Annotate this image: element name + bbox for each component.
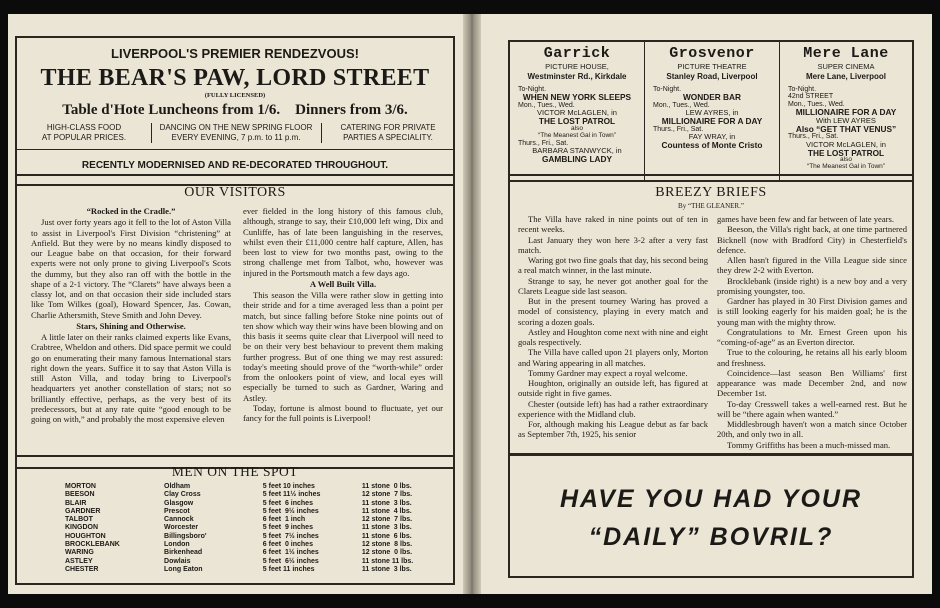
brief-paragraph: Brocklebank (inside right) is a new boy and a very promising youngster, too. [717, 275, 907, 296]
player-birthplace: Glasgow [164, 499, 194, 507]
advert-divider [151, 123, 152, 143]
player-row [63, 533, 453, 541]
player-row [63, 500, 453, 508]
player-weight: 11 stone 11 lbs. [361, 557, 414, 565]
advert-licensed: (FULLY LICENSED) [204, 92, 266, 99]
cinema-line: To-Night. [653, 86, 682, 94]
advert-footer: RECENTLY MODERNISED AND RE-DECORATED THROUGHOUT. [81, 160, 389, 171]
left-page [8, 14, 463, 594]
brief-paragraph: Middlesbrough haven't won a match since October 20th, and only two in all. [717, 419, 907, 440]
advert-title: THE BEAR'S PAW, LORD STREET [40, 65, 430, 91]
cinema-line: To-Night. [788, 86, 817, 94]
cinema-line: FAY WRAY, in [688, 132, 736, 142]
player-name: HOUGHTON [65, 532, 106, 540]
brief-paragraph: Coincidence—last season Ben Williams' first appearance was made December 2nd, and now December 1st. [717, 367, 907, 399]
cinema-line: With LEW AYRES [816, 115, 876, 125]
brief-paragraph: Beeson, the Villa's right back, at one time partnered Bicknell (now with Bradford City) in Chesterfield's defence. [717, 224, 907, 255]
cinema-address: Mere Lane, Liverpool [805, 71, 887, 81]
right-page [481, 14, 932, 594]
cinema-kind: PICTURE HOUSE, [545, 61, 609, 71]
player-height: 5 feet 11½ inches [262, 491, 321, 499]
cinema-line: Mon., Tues., Wed. [518, 102, 575, 110]
player-row [63, 508, 453, 516]
brief-paragraph: Astley and Houghton come next with nine and eight goals respectively. [518, 326, 708, 347]
brief-paragraph: Congratulations to Mr. Ernest Green upon his “coming-of-age” as an Everton director. [717, 326, 907, 347]
player-row [63, 566, 453, 574]
cinema-name: Mere Lane [803, 45, 889, 62]
article-subheading: A Well Built Villa. [309, 278, 377, 289]
advert-dancing-line2: EVERY EVENING, 7 p.m. to 11 p.m. [171, 133, 301, 142]
player-height: 6 feet 0 inches [262, 541, 313, 549]
cinema-name: Garrick [543, 45, 611, 62]
cinema-line: MILLIONAIRE FOR A DAY [661, 116, 763, 127]
player-row [63, 549, 453, 557]
cinema-address: Stanley Road, Liverpool [666, 71, 758, 81]
brief-paragraph: The Villa have raked in nine points out of ten in recent weeks. [518, 214, 708, 235]
article-subheading: Stars, Shining and Otherwise. [76, 320, 186, 331]
player-name: CHESTER [65, 565, 99, 573]
player-birthplace: Billingsboro' [164, 532, 207, 540]
our-visitors-panel [15, 174, 455, 469]
player-height: 5 feet 6 inches [262, 499, 313, 507]
player-name: TALBOT [65, 516, 93, 524]
advert-catering-line2: PARTIES A SPECIALITY. [343, 133, 433, 142]
cinema-adverts [508, 40, 914, 182]
cinema-line: Thurs., Fri., Sat. [788, 133, 839, 141]
brief-paragraph: Waring got two fine goals that day, his second being a real match winner, in the last minute. [518, 255, 708, 276]
brief-paragraph: Last January they won here 3-2 after a very fast match. [518, 234, 708, 255]
cinema-line: LEW AYRES, in [685, 108, 739, 118]
visitors-column-2 [243, 206, 443, 468]
brief-paragraph: Tommy Gardner may expect a royal welcome. [528, 367, 688, 378]
article-paragraph: A little later on their ranks claimed experts like Evans, Crabtree, Wheldon and others. Did space permit we could go on enumerating their many famous International stars right down the years. Suffice it to say that Aston Villa is still Aston Villa, and today bring to Liverpool's headquarters yet another constellation of stars; not so brilliantly effective, perhaps, as the very best of its predecessors, but at any rate quite “good enough to be going on with,” and probably the most expensive eleven [31, 332, 231, 424]
player-name: KINGDON [65, 524, 99, 532]
brief-paragraph: Houghton, originally an outside left, has figured at outside right in five games. [518, 378, 708, 399]
cinema-line: “The Meanest Gal in Town” [807, 163, 885, 171]
player-weight: 11 stone 3 lbs. [361, 565, 412, 573]
advert-tagline: LIVERPOOL'S PREMIER RENDEZVOUS! [111, 46, 359, 61]
article-paragraph: Just over forty years ago it fell to the lot of Aston Villa to assist in Liverpool's First Division “christening” at Anfield. But they were by no means kindly disposed to our League babe on that occasion, for their forward experts were not only prone to giving Liverpool's Scots the dummy, but they also ran off with the bottle in the shape of a 2-1 victory. The “Clarets” have always been a classy lot, and on that occasion their side included stars like Tom Wilkes (goal), Howard Spencer, Jas. Cowan, Charlie Athersmith, Steve Smith and John Devey. [31, 217, 231, 320]
player-weight: 12 stone 0 lbs. [361, 549, 413, 557]
cinema-line: To-Night. [518, 86, 547, 94]
cinema-line: VICTOR McLAGLEN, in [806, 139, 886, 149]
player-name: BEESON [65, 491, 95, 499]
player-height: 5 feet 7½ inches [262, 532, 319, 540]
player-table [63, 483, 453, 574]
bovril-advert [508, 453, 914, 578]
player-birthplace: Birkenhead [164, 549, 203, 557]
player-birthplace: Dowlais [164, 557, 191, 565]
player-weight: 11 stone 4 lbs. [361, 507, 412, 515]
cinema-line: also [571, 124, 583, 132]
cinema-line: WHEN NEW YORK SLEEPS [522, 92, 632, 103]
player-weight: 11 stone 3 lbs. [361, 499, 412, 507]
cinema-line: Countess of Monte Cristo [661, 140, 763, 151]
breezy-briefs-panel [508, 174, 914, 456]
player-row [63, 524, 453, 532]
player-name: BROCKLEBANK [65, 541, 120, 549]
advert-dancing-line1: DANCING ON THE NEW SPRING FLOOR [159, 123, 313, 132]
brief-paragraph: The Villa have called upon 21 players only, Morton and Waring appearing in all matches. [518, 347, 708, 368]
player-birthplace: Worcester [164, 524, 199, 532]
cinema-line: also [840, 156, 852, 164]
cinema-kind: SUPER CINEMA [817, 61, 875, 71]
brief-paragraph: For, although making his League debut as far back as September 7th, 1925, his senior [518, 419, 708, 440]
player-name: WARING [65, 549, 94, 557]
cinema-line: Mon., Tues., Wed. [788, 100, 845, 108]
advert-food-line1: HIGH-CLASS FOOD [46, 123, 122, 132]
cinema-kind: PICTURE THEATRE [677, 61, 747, 71]
advert-catering-line1: CATERING FOR PRIVATE [340, 123, 436, 132]
cinema-line: “The Meanest Gal in Town” [538, 131, 616, 139]
cinema-line: Also “GET THAT VENUS” [795, 123, 897, 134]
player-height: 5 feet 9½ inches [262, 507, 319, 515]
section-title: OUR VISITORS [184, 185, 286, 200]
brief-paragraph: Strange to say, he never got another goal for the Clarets League side last season. [518, 275, 708, 296]
advert-divider [321, 123, 322, 143]
player-name: ASTLEY [65, 557, 93, 565]
advert-prices: Table d'Hote Luncheons from 1/6. Dinners from 3/6. [62, 102, 408, 118]
men-on-the-spot-panel [15, 455, 455, 585]
player-row [63, 516, 453, 524]
player-height: 6 feet 1½ inches [262, 549, 319, 557]
briefs-column-1 [518, 214, 708, 454]
brief-paragraph: Allen hasn't figured in the Villa League side since they drew 2-2 with Everton. [717, 255, 907, 276]
cinema-line: 42nd STREET [788, 93, 834, 101]
cinema-garrick [510, 42, 644, 180]
cinema-line: THE LOST PATROL [807, 147, 885, 158]
player-row [63, 483, 453, 491]
cinema-line: WONDER BAR [682, 92, 742, 103]
article-paragraph: This season the Villa were rather slow in getting into their stride and for a time averaged less than a point per match, but since falling before Stoke nine points out of ten show which way their wins have been blowing and on this basis it seems quite clear that Liverpool will need to be on their very best behaviour to prevent them making further progress. But of one thing we may rest assured: today's meeting should prove of the “worth-while” order from the onlookers point of view, and local eyes will especially be turned to such as Gardner, Waring and Astley. [243, 290, 443, 403]
player-birthplace: Cannock [164, 516, 194, 524]
cinema-line: THE LOST PATROL [538, 116, 616, 127]
brief-paragraph: games have been few and far between of late years. [717, 214, 895, 224]
player-birthplace: London [164, 541, 190, 549]
section-title: MEN ON THE SPOT [171, 464, 299, 479]
player-weight: 11 stone 0 lbs. [361, 483, 412, 490]
brief-paragraph: Gardner has played in 30 First Division games and is still looking eagerly for his maiden goal; he is the young man with the mighty throw. [717, 296, 907, 327]
cinema-line: Thurs., Fri., Sat. [653, 125, 704, 133]
cinema-line: MILLIONAIRE FOR A DAY [795, 107, 897, 118]
player-name: MORTON [65, 483, 96, 490]
player-name: GARDNER [65, 507, 101, 515]
bears-paw-advert [15, 36, 455, 186]
section-title: BREEZY BRIEFS [655, 185, 767, 200]
player-height: 5 feet 6½ inches [262, 557, 319, 565]
article-paragraph: ever fielded in the long history of this famous club, although, strange to say, their £10,000 left wing, Dix and Cunliffe, has of late been languishing in the reserves, whilst even their £11,000 centre half capture, Allen, has been lost to view for two months past, owing to the strong challenge met from Talbot, who, however was injured in the Portsmouth match a few days ago. [243, 206, 443, 278]
player-birthplace: Long Eaton [164, 565, 203, 573]
article-paragraph: Today, fortune is almost bound to fluctuate, yet our fancy for the full points is Liverpool! [243, 402, 443, 423]
cinema-line: BARBARA STANWYCK, in [532, 145, 622, 155]
cinema-line: GAMBLING LADY [541, 153, 613, 164]
cinema-line: Mon., Tues., Wed. [653, 102, 710, 110]
bovril-line-1: HAVE YOU HAD YOUR [559, 485, 863, 513]
player-weight: 12 stone 7 lbs. [361, 516, 413, 524]
player-row [63, 491, 453, 499]
player-weight: 12 stone 8 lbs. [361, 541, 413, 549]
player-birthplace: Clay Cross [164, 491, 201, 499]
byline: By “THE GLEANER.” [678, 202, 744, 210]
player-weight: 11 stone 6 lbs. [361, 532, 412, 540]
cinema-mere-lane [780, 42, 912, 180]
cinema-line: Thurs., Fri., Sat. [518, 139, 569, 147]
player-height: 5 feet 11 inches [262, 565, 315, 573]
advert-rule [17, 149, 453, 150]
cinema-line: VICTOR McLAGLEN, in [537, 108, 617, 118]
player-height: 5 feet 9 inches [262, 524, 313, 532]
player-weight: 12 stone 7 lbs. [361, 491, 413, 499]
advert-food-line2: AT POPULAR PRICES. [41, 133, 127, 142]
cinema-name: Grosvenor [669, 45, 755, 62]
player-birthplace: Prescot [164, 507, 190, 515]
brief-paragraph: Tommy Griffiths has been a much-missed man. [727, 439, 891, 450]
player-weight: 11 stone 3 lbs. [361, 524, 412, 532]
player-name: BLAIR [65, 499, 87, 507]
player-row [63, 558, 453, 566]
bovril-line-2: “DAILY” BOVRIL? [588, 523, 834, 551]
player-row [63, 541, 453, 549]
page-gutter [463, 14, 481, 594]
player-birthplace: Oldham [164, 483, 191, 490]
visitors-column-1 [31, 206, 231, 468]
brief-paragraph: True to the colouring, he retains all his early bloom and freshness. [717, 347, 907, 368]
brief-paragraph: To-day Cresswell takes a well-earned rest. But he will be “there again when wanted.” [717, 398, 907, 419]
player-height: 6 feet 1 inch [262, 516, 306, 524]
briefs-column-2 [717, 214, 907, 454]
brief-paragraph: Chester (outside left) has had a rather extraordinary experience with the Midland club. [518, 398, 708, 419]
cinema-grosvenor [645, 42, 779, 180]
cinema-address: Westminster Rd., Kirkdale [527, 71, 627, 81]
brief-paragraph: But in the present tourney Waring has proved a model of consistency, playing in every match and scoring a dozen goals. [518, 296, 708, 327]
article-heading: “Rocked in the Cradle.” [86, 206, 176, 216]
player-height: 5 feet 10 inches [262, 483, 315, 490]
